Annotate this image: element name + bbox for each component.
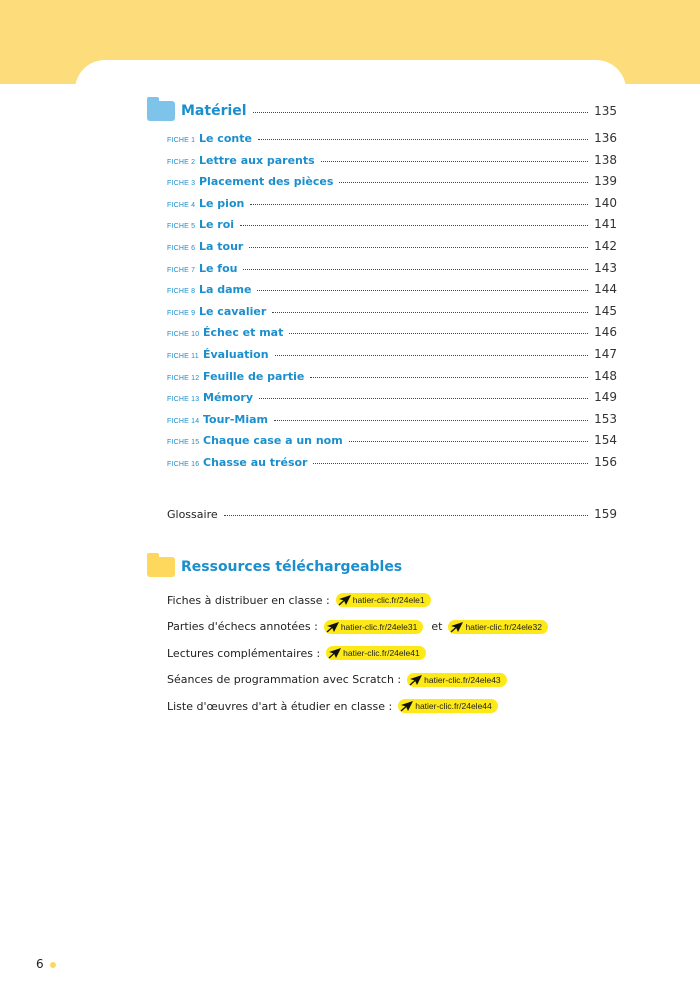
fiche-title: Le fou	[199, 261, 238, 275]
page-number: 146	[594, 325, 617, 340]
resource-line	[167, 672, 507, 688]
fiche-title: La dame	[199, 283, 252, 297]
toc-row-fiche[interactable]	[167, 261, 617, 275]
toc-row-fiche[interactable]	[167, 325, 617, 339]
dot-leader	[250, 204, 588, 205]
fiche-title: Chasse au trésor	[203, 456, 308, 469]
resource-label: Lectures complémentaires :	[167, 646, 321, 660]
dot-leader	[274, 420, 588, 421]
folder-tab-icon	[147, 557, 175, 577]
resource-label: Séances de programmation avec Scratch :	[167, 673, 402, 686]
page-number: 154	[594, 433, 617, 448]
fiche-code: FICHE 3	[167, 180, 196, 188]
toc-row-fiche[interactable]	[167, 433, 617, 447]
link-text: hatier-clic.fr/24ele43	[424, 674, 501, 685]
page-number: 153	[594, 411, 617, 426]
cursor-arrow-icon	[450, 621, 464, 633]
resource-line	[167, 645, 426, 661]
fiche-code: FICHE 11	[167, 353, 199, 360]
fiche-title: Mémory	[203, 391, 254, 405]
folder-tab-icon	[147, 101, 175, 121]
toc-row-fiche[interactable]	[167, 282, 617, 296]
toc-row-fiche[interactable]	[167, 347, 617, 361]
fiche-code: FICHE 8	[167, 288, 196, 296]
resource-label: Parties d'échecs annotées :	[167, 620, 318, 633]
dot-leader	[257, 290, 588, 291]
toc-row-fiche[interactable]	[167, 455, 617, 469]
page-number: 145	[594, 303, 617, 318]
page-number: 138	[594, 152, 617, 167]
fiche-code: FICHE 2	[167, 158, 196, 166]
dot-leader	[289, 333, 588, 334]
dot-leader	[272, 312, 588, 313]
cursor-arrow-icon	[338, 594, 352, 606]
fiche-code: FICHE 7	[167, 266, 196, 274]
link-text: hatier-clic.fr/24ele32	[465, 621, 542, 632]
page-number: 159	[594, 507, 617, 521]
fiche-code: FICHE 9	[167, 309, 196, 317]
page-number: 142	[594, 239, 617, 253]
dot-leader	[253, 112, 589, 113]
dot-leader	[224, 515, 588, 516]
fiche-code: FICHE 6	[167, 245, 196, 252]
page-number: 140	[594, 195, 617, 210]
fiche-code: FICHE 12	[167, 374, 200, 382]
cursor-arrow-icon	[400, 700, 414, 712]
dot-leader	[275, 355, 589, 356]
dot-leader	[259, 398, 588, 399]
fiche-code: FICHE 14	[167, 417, 200, 425]
fiche-title: Chaque case a un nom	[203, 434, 343, 448]
dot-leader	[321, 161, 588, 162]
link-text: hatier-clic.fr/24ele1	[352, 595, 425, 605]
fiche-title: Échec et mat	[203, 326, 284, 340]
fiche-code: FICHE 15	[167, 439, 200, 447]
fiche-title: Le pion	[199, 196, 245, 210]
toc-row-fiche[interactable]	[167, 369, 617, 383]
cursor-arrow-icon	[409, 674, 423, 686]
toc-row-fiche[interactable]	[167, 131, 617, 145]
resource-label: Fiches à distribuer en classe :	[167, 593, 330, 607]
dot-leader	[349, 441, 588, 442]
page-number: 144	[594, 282, 617, 297]
fiche-title: La tour	[199, 240, 244, 253]
fiche-code: FICHE 5	[167, 223, 196, 231]
dot-leader	[339, 182, 588, 183]
link-text: hatier-clic.fr/24ele44	[415, 701, 492, 711]
footer-dot	[50, 962, 56, 968]
resource-line	[167, 592, 431, 608]
link-joiner: et	[431, 620, 443, 633]
fiche-title: Évaluation	[203, 348, 269, 361]
toc-row-materiel[interactable]	[181, 103, 617, 119]
fiche-title: Lettre aux parents	[199, 153, 315, 167]
fiche-title: Feuille de partie	[203, 369, 305, 383]
hatier-clic-link[interactable]	[448, 620, 548, 634]
glossaire-title: Glossaire	[167, 508, 218, 521]
fiche-code: FICHE 4	[167, 201, 196, 209]
dot-leader	[240, 225, 588, 226]
page-number: 136	[594, 131, 617, 145]
hatier-clic-link[interactable]	[326, 646, 426, 660]
dot-leader	[243, 269, 588, 270]
hatier-clic-link[interactable]	[407, 673, 507, 687]
page-number: 143	[594, 260, 617, 275]
fiche-code: FICHE 10	[167, 331, 200, 339]
page-number: 135	[594, 104, 617, 118]
dot-leader	[310, 377, 588, 378]
toc-row-fiche[interactable]	[167, 196, 617, 210]
toc-row-fiche[interactable]	[167, 174, 617, 188]
toc-row-fiche[interactable]	[167, 153, 617, 167]
hatier-clic-link[interactable]	[398, 699, 498, 713]
page-number: 139	[594, 174, 617, 189]
link-text: hatier-clic.fr/24ele31	[340, 621, 418, 632]
resource-line	[167, 619, 548, 635]
dot-leader	[249, 247, 588, 248]
section-title: Matériel	[181, 103, 247, 119]
toc-row-fiche[interactable]	[167, 304, 617, 318]
section-header-ressources	[147, 557, 617, 581]
fiche-title: Tour-Miam	[203, 412, 269, 426]
toc-row-fiche[interactable]	[167, 412, 617, 426]
dot-leader	[313, 463, 588, 464]
resource-label: Liste d'œuvres d'art à étudier en classe :	[167, 699, 393, 713]
cursor-arrow-icon	[326, 621, 340, 633]
toc-row-fiche[interactable]	[167, 390, 617, 404]
footer-page-number: 6	[36, 957, 44, 971]
fiche-title: Le cavalier	[199, 304, 267, 318]
section-title: Ressources téléchargeables	[181, 559, 403, 575]
page-number: 141	[594, 217, 617, 232]
toc-row-fiche[interactable]	[167, 239, 617, 253]
hatier-clic-link[interactable]	[324, 620, 424, 634]
toc-row-glossaire[interactable]	[167, 507, 617, 521]
fiche-code: FICHE 1	[167, 137, 196, 144]
fiche-title: Le conte	[199, 132, 252, 145]
page-number: 149	[594, 390, 617, 405]
link-text: hatier-clic.fr/24ele41	[343, 648, 420, 658]
hatier-clic-link[interactable]	[336, 593, 431, 607]
page-number: 156	[594, 455, 617, 469]
resource-line	[167, 698, 498, 714]
fiche-title: Placement des pièces	[199, 175, 334, 189]
fiche-title: Le roi	[199, 218, 235, 232]
page-number: 147	[594, 347, 617, 361]
page-number: 148	[594, 368, 617, 383]
dot-leader	[258, 139, 588, 140]
toc-row-fiche[interactable]	[167, 217, 617, 231]
fiche-code: FICHE 13	[167, 396, 200, 404]
cursor-arrow-icon	[328, 647, 342, 659]
fiche-code: FICHE 16	[167, 461, 200, 468]
